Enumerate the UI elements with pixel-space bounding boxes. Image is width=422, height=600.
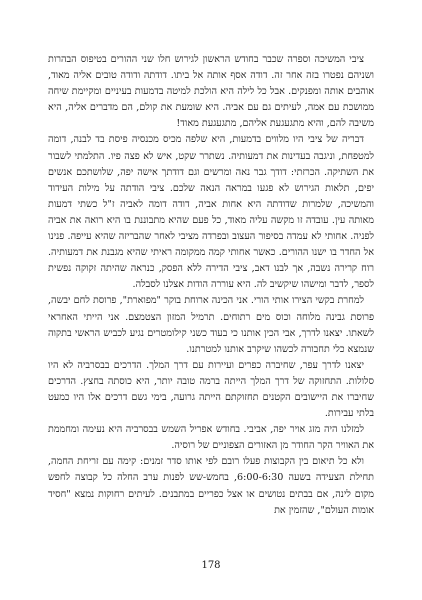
paragraph-5: למזלנו היה מזג אויר יפה, אביבי. בחודש אפריל השמש בבסרביה היא נעימה ומחממת את האוויר הקר החודר מן האזורים הצפוניים של רוסיה.	[48, 424, 374, 452]
page-number: 178	[201, 560, 221, 571]
paragraph-4: יצאנו לדרך עפר, שחיברה כפרים ועיירות עם דרך המלך. הדרכים בבסרביה לא היו סלולות. התחזוקה של דרך המלך הייתה ברמה טובה יותר, היא כוסתה בחצץ. הדרכים שחיברו את היישובים הקטנים תחזוקתם הייתה גרועה, בימי גשם דרכים אלו היו כמעט בלתי עבירות.	[48, 359, 374, 420]
paragraph-1: ציבי המשיכה וספרה שכבר בחודש הראשון לגירוש חלו שני ההורים בטיפוס הבהרות ושניהם נפטרו בזה אחר זה. דודה אסף אותה אל ביתו. דודתה ודודה טובים אליה מאוד, אוהבים אותה ומפנקים. אבל כל לילה היא הולכת למיטה בדמעות בעיניים ומקיימת שיחה ממושכת עם אמה, לעיתים גם עם אביה. היא שומעת את קולם, הם מדברים אליה, היא משיבה להם, והיא מתגעגעת אליהם, מתגעגעת מאוד!	[48, 54, 374, 130]
paragraph-2: דבריה של ציבי היו מלווים בדמעות, היא שלפה מכיס מכנסיה פיסת בד לבנה, דומה למטפחת, וניגבה בעדינות את דמעותיה. נשתרר שקט, איש לא פצה פיו. התלמתי לשבור את השתיקה. הכרזתי: דודך גבר נאה ומרשים וגם דודתך אישה יפה, שלושתכם אנשים יפים, תלאות הגירוש לא פגעו במראה הנאה שלכם. ציבי הודתה על מילות העידוד והמשיכה, שלמרות שדודתה היא אחות אביה, דודה דומה לאביה ז"ל כשתי דמעות מאותה עין. עובדה זו מקשה עליה מאוד, כל פעם שהיא מתבוננת בו היא רואה את אביה לפניה. אחותי לא עמדה בסיפור העצוב ובפרדה מציבי לאחר שהבריזה שהיא עייפה. פנינו אל החדר בו ישנו ההורים. כאשר אחותי קמה ממקומה ראיתי שהיא מגבנת את דמעותיה. רוח קרירה נשבה, אך לבנו דאב, ציבי הדירה ללא הפסק, כנראה שהיתה זקוקה נפשית לספר, לדבר ומישהו שיקשיב לה. היא עוררה הודות אצלנו לסבלה.	[48, 134, 374, 291]
paragraph-3: למחרת בקשי הצירו אותי הורי. אני הכינה ארוחת בוקר "מפוארת", פרוסת לחם יבשה, פרוסת גבינה מלוחה וכוס מים רתוחים. תרמיל המזון הצטמצם. אני הייתי האחראי לשאתו. יצאנו לדרך, אבי הכין אותנו כי בעוד כשני קילומטרים נגיע לכביש הראשי בתקוה שנמצא כלי תחבורה לכשהו שיקרב אותנו למטרתנו.	[48, 295, 374, 355]
paragraph-6: ולא כל תיאום בין הקבוצות פעלו רובם לפי אותו סדר זמנים: קימה עם זריחת החמה, תחילת הצעידה בשעה 6:00-6:30, בחמש-שש לפנות ערב החלה כל קבוצה לחפש מקום לינה, אם בבתים נטושים או אצל כפריים במתבנים. לעיתים רחוקות נמצא "חסיד אומות העולם", שהזמין את	[48, 456, 374, 516]
page-body	[48, 52, 374, 519]
